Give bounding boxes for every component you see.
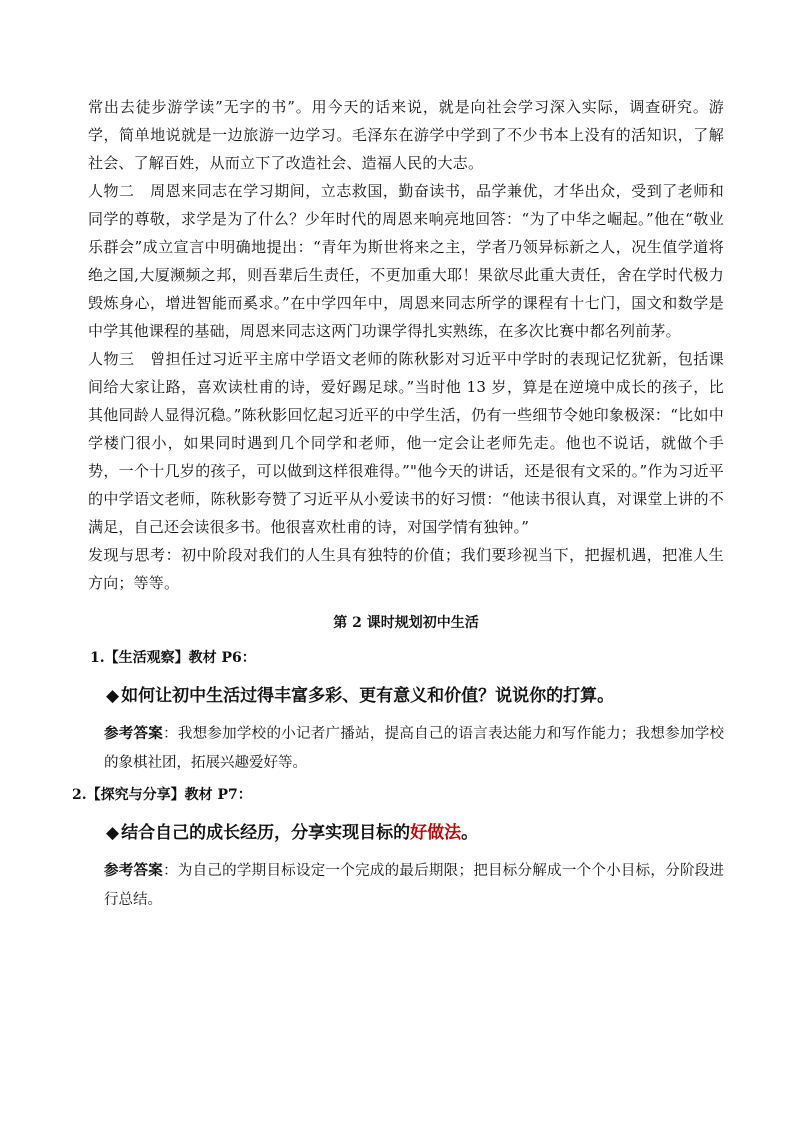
diamond-bullet-icon: ◆ — [106, 823, 120, 843]
paragraph-mao-zedong: 常出去徒步游学读”无字的书”。用今天的话来说，就是向社会学习深入实际，调查研究。游学，简单地说就是一边旅游一边学习。毛泽东在游学中学到了不少书本上没有的活知识，了解社会、了解百姓，从而立下了改造社会、造福人民的大志。 — [88, 98, 724, 172]
answer-1-text: ：我想参加学校的小记者广播站，提高自己的语言表达能力和写作能力；我想参加学校的象棋社团，拓展兴趣爱好等。 — [104, 726, 725, 771]
question-2-heading: 2.【探究与分享】教材 P7： — [72, 787, 252, 803]
question-1-heading: 1.【生活观察】教材 P6： — [90, 650, 256, 666]
answer-1-label: 参考答案 — [104, 725, 164, 742]
document-page — [72, 93, 725, 919]
answer-2-label: 参考答案 — [104, 862, 164, 879]
paragraph-discovery-thinking: 发现与思考：初中阶段对我们的人生具有独特的价值；我们要珍视当下，把握机遇，把准人生方向；等等。 — [88, 546, 724, 592]
question-2-text — [106, 818, 724, 848]
question-1-body: 如何让初中生活过得丰富多彩、更有意义和价值？说说你的打算。 — [121, 686, 615, 706]
question-2-suffix: 。 — [461, 823, 479, 843]
question-1-text — [106, 681, 724, 711]
question-2-highlight: 好做法 — [410, 823, 462, 843]
diamond-bullet-icon: ◆ — [106, 686, 120, 706]
answer-2 — [104, 856, 724, 915]
paragraph-zhou-enlai: 人物二 周恩来同志在学习期间，立志救国，勤奋读书，品学兼优，才华出众，受到了老师和同学的尊敬，求学是为了什么？少年时代的周恩来响亮地回答：“为了中华之崛起。”他在“敬业乐群会”成立宣言中明确地提出：“青年为斯世将来之主，学者乃领异标新之人，况生值学道将绝之国,大厦濒频之邦，则吾辈后生责任，不更加重大耶！果欲尽此重大责任，舍在学时代极力毁炼身心，增进智能而奚求。”在中学四年中，周恩来同志所学的课程有十七门，国文和数学是中学其他课程的基础，周恩来同志这两门功课学得扎实熟练，在多次比赛中都名列前茅。 — [88, 182, 724, 340]
answer-1 — [104, 719, 724, 778]
section-title: 第 2 课时规划初中生活 — [333, 615, 479, 631]
paragraph-xi-jinping: 人物三 曾担任过习近平主席中学语文老师的陈秋影对习近平中学时的表现记忆犹新，包括课间给大家让路，喜欢读杜甫的诗，爱好踢足球。”当时他 13 岁，算是在逆境中成长的孩子，比其他同龄人显得沉稳。”陈秋影回忆起习近平的中学生活，仍有一些细节令她印象极深：“比如中学楼门很小，如果同时遇到几个同学和老师，他一定会让老师先走。他也不说话，就做个手势，一个十几岁的孩子，可以做到这样很难得。”"他今天的讲话，还是很有文采的。”作为习近平的中学语文老师，陈秋影夸赞了习近平从小爱读书的好习惯：“他读书很认真，对课堂上讲的不满足，自己还会读很多书。他很喜欢杜甫的诗，对国学情有独钟。” — [88, 350, 724, 536]
question-2-prefix: 结合自己的成长经历，分享实现目标的 — [121, 823, 411, 843]
answer-2-text: ：为自己的学期目标设定一个完成的最后期限；把目标分解成一个个小目标，分阶段进行总结。 — [104, 863, 725, 908]
